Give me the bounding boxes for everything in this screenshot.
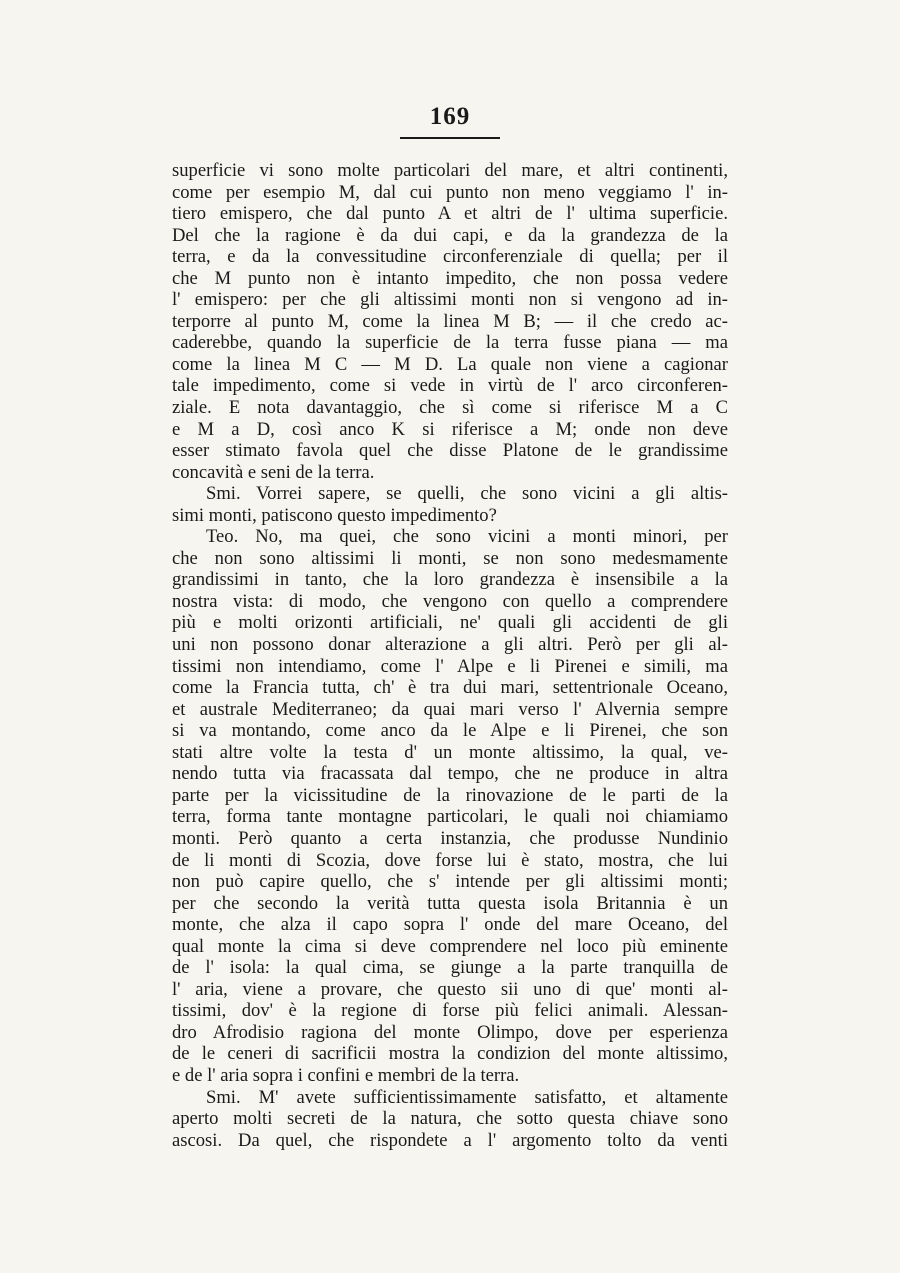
text-line: qual monte la cima si deve comprendere nel loco più eminente: [172, 935, 728, 957]
text-line: nostra vista: di modo, che vengono con quello a comprendere: [172, 590, 728, 612]
text-line: de l' isola: la qual cima, se giunge a la parte tranquilla de: [172, 957, 728, 979]
text-line: aperto molti secreti de la natura, che sotto questa chiave sono: [172, 1108, 728, 1130]
text-line: per che secondo la verità tutta questa isola Britannia è un: [172, 892, 728, 914]
text-line: che non sono altissimi li monti, se non sono medesmamente: [172, 547, 728, 569]
text-line: e de l' aria sopra i confini e membri de la terra.: [172, 1064, 520, 1086]
text-line: tissimi, dov' è la regione di forse più felici animali. Alessan-: [172, 1000, 728, 1022]
text-line: et australe Mediterraneo; da quai mari verso l' Alvernia sempre: [172, 698, 728, 720]
text-line: caderebbe, quando la superficie de la terra fusse piana — ma: [172, 332, 728, 354]
body-text: [172, 160, 728, 1151]
text-line: concavità e seni de la terra.: [172, 461, 375, 483]
text-line: che M punto non è intanto impedito, che non possa vedere: [172, 267, 728, 289]
text-line: esser stimato favola quel che disse Platone de le grandissime: [172, 440, 728, 462]
header-rule: [400, 137, 500, 139]
text-line: terra, e da la convessitudine circonferenziale di quella; per il: [172, 246, 728, 268]
text-line: terporre al punto M, come la linea M B; — il che credo ac-: [172, 310, 728, 332]
text-line: come per esempio M, dal cui punto non meno veggiamo l' in-: [172, 181, 728, 203]
text-line: e M a D, così anco K si riferisce a M; onde non deve: [172, 418, 728, 440]
text-line: de li monti di Scozia, dove forse lui è stato, mostra, che lui: [172, 849, 728, 871]
text-line: de le ceneri di sacrificii mostra la condizion del monte altissimo,: [172, 1043, 728, 1065]
text-line: si va montando, come anco da le Alpe e li Pirenei, che son: [172, 720, 728, 742]
text-line: come la linea M C — M D. La quale non viene a cagionar: [172, 353, 728, 375]
text-line: parte per la vicissitudine de la rinovazione de le parti de la: [172, 784, 728, 806]
text-line: terra, forma tante montagne particolari, le quali noi chiamiamo: [172, 806, 728, 828]
text-line: Del che la ragione è da dui capi, e da la grandezza de la: [172, 224, 728, 246]
text-line: stati altre volte la testa d' un monte altissimo, la qual, ve-: [172, 741, 728, 763]
dialogue-line-smi: Smi. M' avete sufficientissimamente satisfatto, et altamente: [206, 1086, 728, 1108]
text-line: nendo tutta via fracassata dal tempo, che ne produce in altra: [172, 763, 728, 785]
text-line: dro Afrodisio ragiona del monte Olimpo, dove per esperienza: [172, 1021, 728, 1043]
dialogue-line-smi: Smi. Vorrei sapere, se quelli, che sono vicini a gli altis-: [206, 483, 728, 505]
text-line: tiero emispero, che dal punto A et altri de l' ultima superficie.: [172, 203, 728, 225]
text-line: come la Francia tutta, ch' è tra dui mari, settentrionale Oceano,: [172, 677, 728, 699]
text-line: non può capire quello, che s' intende per gli altissimi monti;: [172, 871, 728, 893]
text-line: uni non possono donar alterazione a gli altri. Però per gli al-: [172, 634, 728, 656]
text-line: più e molti orizonti artificiali, ne' quali gli accidenti de gli: [172, 612, 728, 634]
page-number: 169: [429, 103, 471, 130]
text-line: ziale. E nota davantaggio, che sì come si riferisce M a C: [172, 397, 728, 419]
text-line: l' aria, viene a provare, che questo sii uno di que' monti al-: [172, 978, 728, 1000]
text-line: ascosi. Da quel, che rispondete a l' argomento tolto da venti: [172, 1129, 728, 1151]
text-line: l' emispero: per che gli altissimi monti non si vengono ad in-: [172, 289, 728, 311]
text-line: monti. Però quanto a certa instanzia, che produsse Nundinio: [172, 827, 728, 849]
text-line: tissimi non intendiamo, come l' Alpe e li Pirenei e simili, ma: [172, 655, 728, 677]
text-line: grandissimi in tanto, che la loro grandezza è insensibile a la: [172, 569, 728, 591]
dialogue-line-teo: Teo. No, ma quei, che sono vicini a monti minori, per: [206, 526, 728, 548]
text-line: monte, che alza il capo sopra l' onde del mare Oceano, del: [172, 914, 728, 936]
text-line: simi monti, patiscono questo impedimento?: [172, 504, 497, 526]
text-line: superficie vi sono molte particolari del mare, et altri continenti,: [172, 160, 728, 181]
text-line: tale impedimento, come si vede in virtù de l' arco circonferen-: [172, 375, 728, 397]
